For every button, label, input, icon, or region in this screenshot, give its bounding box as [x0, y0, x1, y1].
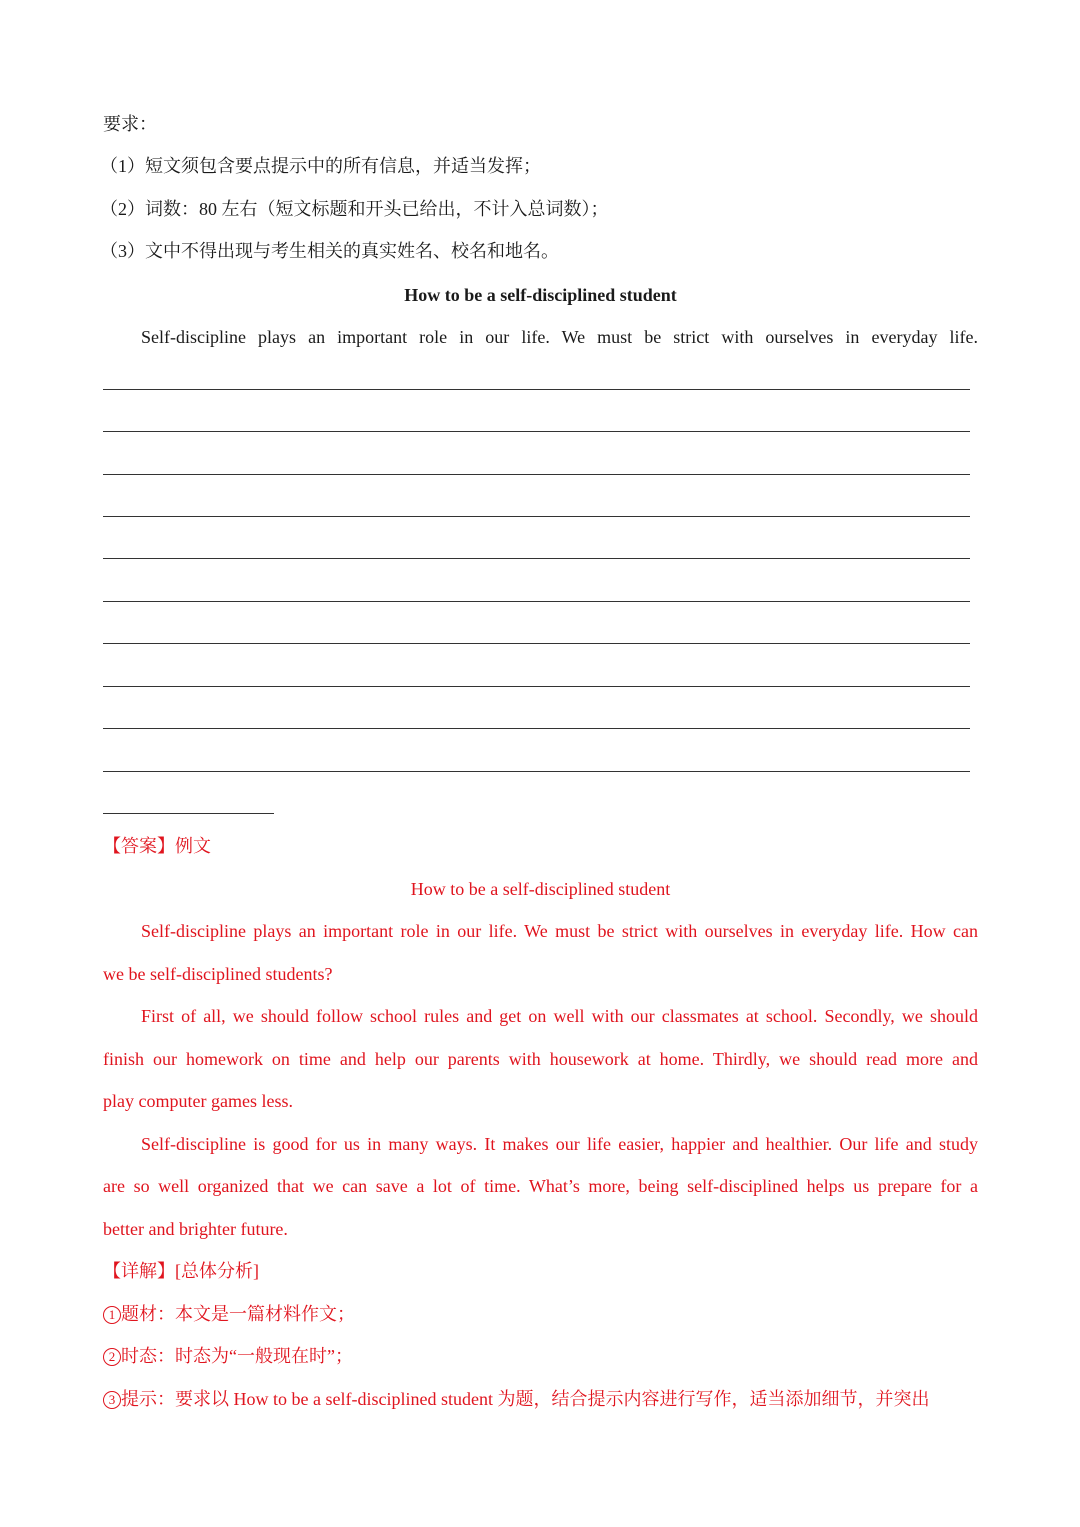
writing-line-9[interactable] [103, 728, 970, 729]
writing-line-6[interactable] [103, 601, 970, 602]
answer-line-3: First of all, we should follow school rules and get on well with our classmates at school. Secondly, we should [141, 1006, 978, 1026]
analysis-item-3 [103, 1386, 980, 1412]
analysis-label: 【详解】[总体分析] [103, 1261, 259, 1281]
writing-line-5[interactable] [103, 558, 970, 559]
analysis-item-2 [103, 1343, 978, 1369]
answer-title: How to be a self-disciplined student [410, 879, 671, 899]
writing-line-1[interactable] [103, 389, 970, 390]
analysis-item-1-text: 题材：本文是一篇材料作文； [121, 1304, 355, 1324]
answer-line-8: better and brighter future. [103, 1219, 288, 1239]
writing-line-10[interactable] [103, 771, 970, 772]
analysis-item-2-text: 时态：时态为“一般现在时”； [121, 1346, 353, 1366]
prompt-opening: Self-discipline plays an important role in our life. We must be strict with ourselves in everyday life. [141, 327, 978, 347]
writing-line-7[interactable] [103, 643, 970, 644]
answer-line-2: we be self-disciplined students? [103, 964, 333, 984]
circled-number-3: 3 [103, 1391, 121, 1409]
writing-line-3[interactable] [103, 474, 970, 475]
answer-line-7: are so well organized that we can save a lot of time. What’s more, being self-disciplined helps us prepare for a [103, 1176, 978, 1196]
requirement-item-1: （1）短文须包含要点提示中的所有信息，并适当发挥； [100, 156, 541, 176]
prompt-title: How to be a self-disciplined student [404, 285, 677, 305]
writing-line-4[interactable] [103, 516, 970, 517]
analysis-item-3-text: 提示：要求以 How to be a self-disciplined student 为题，结合提示内容进行写作，适当添加细节，并突出 [121, 1389, 930, 1409]
writing-line-short[interactable] [103, 813, 274, 814]
answer-line-5: play computer games less. [103, 1091, 293, 1111]
requirement-item-2: （2）词数：80 左右（短文标题和开头已给出，不计入总词数）； [100, 199, 609, 219]
requirements-heading: 要求： [103, 114, 157, 134]
answer-line-6: Self-discipline is good for us in many ways. It makes our life easier, happier and healthier. Our life and study [141, 1134, 978, 1154]
answer-line-1: Self-discipline plays an important role in our life. We must be strict with ourselves in everyday life. How can [141, 921, 978, 941]
answer-line-4: finish our homework on time and help our parents with housework at home. Thirdly, we should read more and [103, 1049, 978, 1069]
answer-label: 【答案】例文 [103, 836, 211, 856]
circled-number-1: 1 [103, 1306, 121, 1324]
writing-line-8[interactable] [103, 686, 970, 687]
analysis-item-1 [103, 1301, 978, 1327]
requirement-item-3: （3）文中不得出现与考生相关的真实姓名、校名和地名。 [100, 241, 559, 261]
writing-line-2[interactable] [103, 431, 970, 432]
circled-number-2: 2 [103, 1348, 121, 1366]
